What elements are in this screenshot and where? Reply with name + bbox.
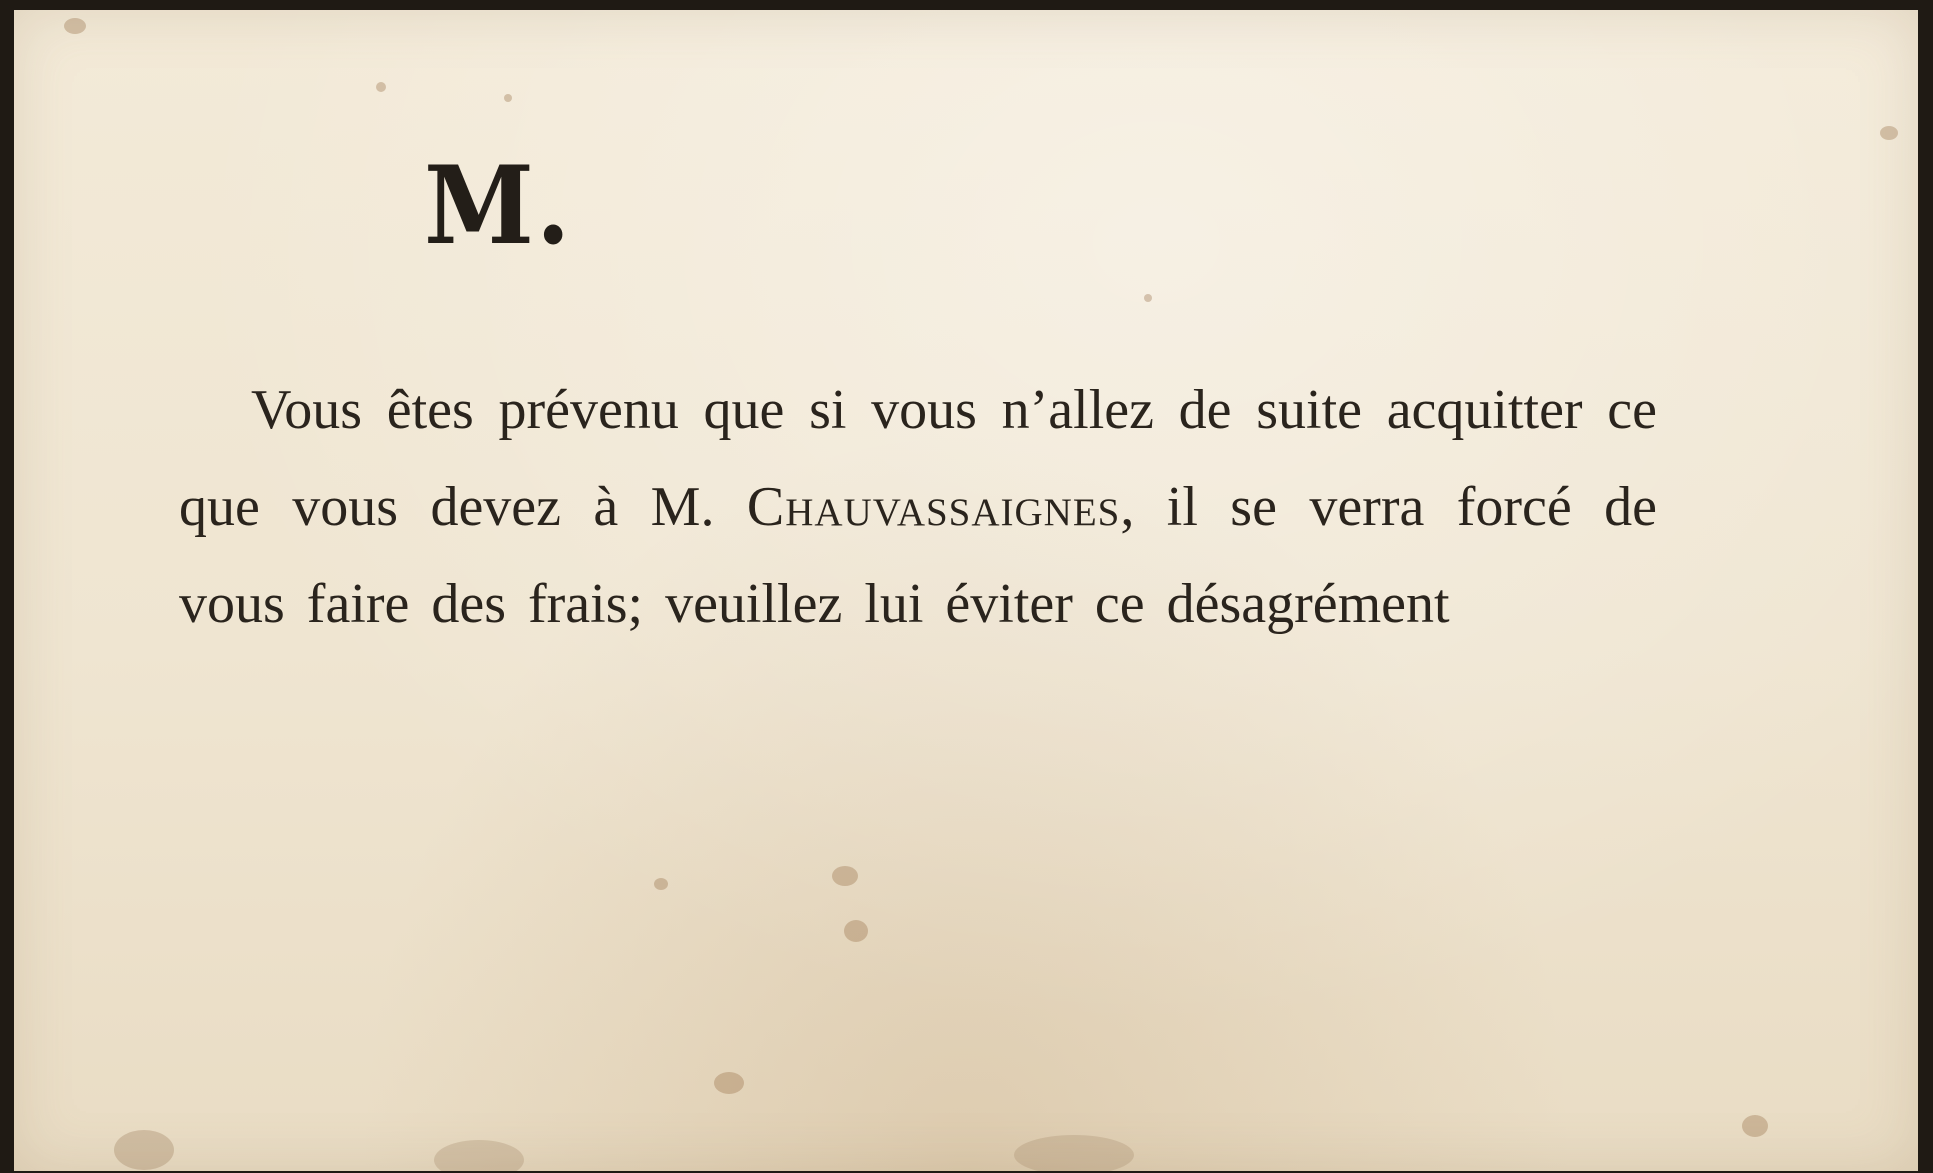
foxing-spot <box>1144 294 1152 302</box>
foxing-spot <box>1880 126 1898 140</box>
paragraph-text-part2: , il se verra forcé de vous faire des frais; veuillez lui éviter ce désagrément <box>179 476 1657 635</box>
foxing-spot <box>654 878 668 890</box>
stain <box>1014 1135 1134 1171</box>
notice-paragraph <box>179 362 1657 653</box>
creditor-name: Chauvassaignes <box>746 476 1121 538</box>
foxing-spot <box>1742 1115 1768 1137</box>
salutation-heading: M. <box>424 143 573 269</box>
foxing-spot <box>714 1072 744 1094</box>
paragraph-text-part1: Vous êtes prévenu que si vous n’allez de suite acquitter ce que vous devez à M. <box>179 379 1657 538</box>
foxing-spot <box>844 920 868 942</box>
foxing-spot <box>64 18 86 34</box>
stain <box>114 1130 174 1170</box>
printed-notice-card <box>14 10 1918 1171</box>
foxing-spot <box>832 866 858 886</box>
stain <box>434 1140 524 1171</box>
foxing-spot <box>376 82 386 92</box>
foxing-spot <box>504 94 512 102</box>
